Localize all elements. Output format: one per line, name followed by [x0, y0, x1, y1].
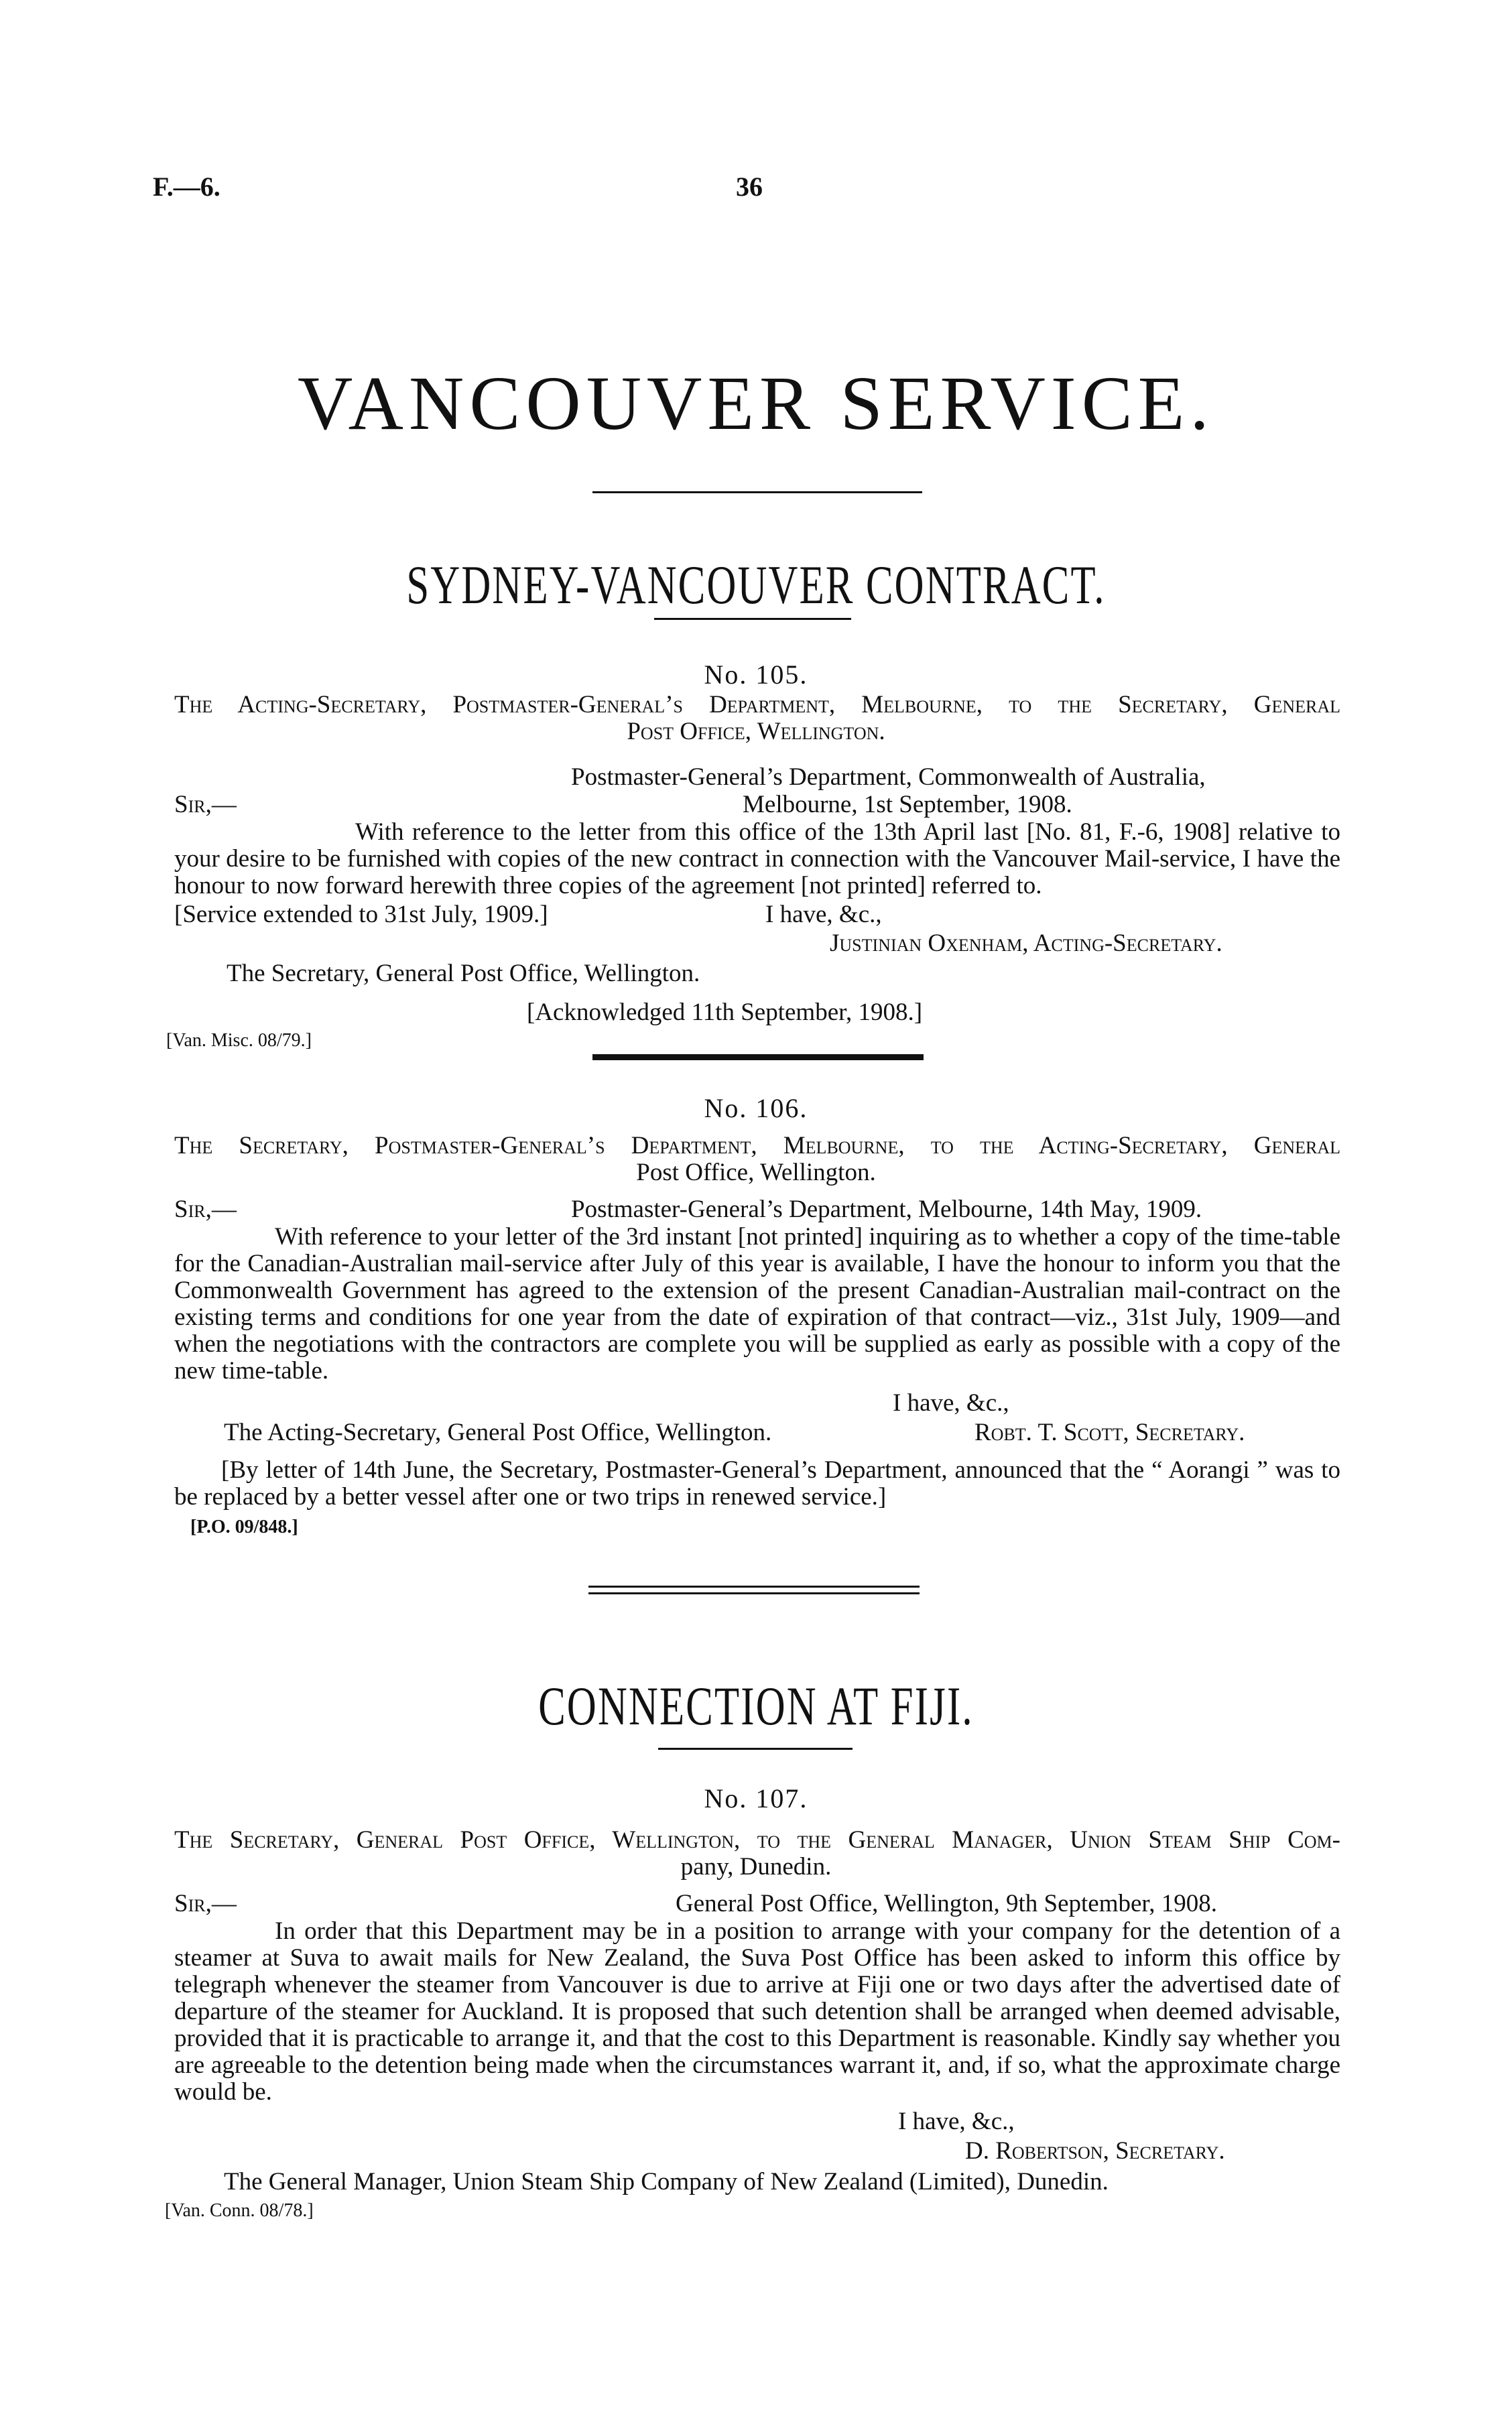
letter-106-number: No. 106.	[704, 1093, 808, 1123]
letter-105-signature: Justinian Oxenham, Acting-Secretary.	[830, 930, 1222, 957]
letter-106-signature: Robt. T. Scott, Secretary.	[974, 1419, 1245, 1446]
divider-rule	[588, 1586, 920, 1588]
letter-107-number: No. 107.	[704, 1783, 808, 1813]
letter-106-file-reference: [P.O. 09/848.]	[190, 1517, 298, 1537]
letter-106-heading-cont: Post Office, Wellington.	[636, 1159, 876, 1186]
letter-107-heading-cont: pany, Dunedin.	[680, 1853, 832, 1881]
letter-105-number: No. 105.	[704, 659, 808, 690]
thick-divider	[592, 1054, 924, 1060]
letter-107-closing: I have, &c.,	[898, 2108, 1015, 2135]
letter-105-file-reference: [Van. Misc. 08/79.]	[166, 1030, 312, 1051]
letter-106-address: Postmaster-General’s Department, Melbourne, 14th May, 1909.	[571, 1196, 1202, 1223]
letter-107-recipient: The General Manager, Union Steam Ship Company of New Zealand (Limited), Dunedin.	[224, 2168, 1109, 2195]
letter-107-salutation: Sir,—	[174, 1890, 237, 1917]
letter-105-closing: I have, &c.,	[765, 901, 882, 928]
page-number: 36	[736, 172, 763, 202]
letter-105-body: With reference to the letter from this office of the 13th April last [No. 81, F.-6, 1908] relative to your desire to be furnished with copies of the new contract in connection with the Vancouver Mail-service, I have the honour to now forward herewith three copies of the agreement [not printed] referred to.	[174, 818, 1340, 899]
letter-105-date: Melbourne, 1st September, 1908.	[743, 791, 1072, 818]
letter-105-recipient: The Secretary, General Post Office, Wellington.	[227, 960, 700, 987]
letter-105-heading: The Acting-Secretary, Postmaster-General’s Department, Melbourne, to the Secretary, General	[174, 691, 1340, 718]
letter-106-body: With reference to your letter of the 3rd instant [not printed] inquiring as to whether a copy of the time-table for the Canadian-Australian mail-service after July of this year is available, I have the honour to inform you that the Commonwealth Government has agreed to the extension of the present Canadian-Australian mail-contract on the existing terms and conditions for one year from the date of expiration of that contract—viz., 31st July, 1909—and when the negotiations with the contractors are complete you will be supplied as early as possible with a copy of the new time-table.	[174, 1223, 1340, 1385]
letter-105-acknowledged: [Acknowledged 11th September, 1908.]	[527, 999, 923, 1026]
main-title: VANCOUVER SERVICE.	[298, 361, 1214, 446]
letter-105-note: [Service extended to 31st July, 1909.]	[174, 901, 548, 928]
letter-107-heading: The Secretary, General Post Office, Wellington, to the General Manager, Union Steam Ship Com-	[174, 1826, 1340, 1854]
letter-106-heading: The Secretary, Postmaster-General’s Department, Melbourne, to the Acting-Secretary, General	[174, 1132, 1340, 1159]
letter-105-address: Postmaster-General’s Department, Commonwealth of Australia,	[571, 763, 1206, 791]
letter-105-salutation: Sir,—	[174, 791, 237, 818]
letter-106-closing: I have, &c.,	[893, 1389, 1009, 1417]
letter-106-salutation: Sir,—	[174, 1196, 237, 1223]
divider-rule	[658, 1748, 853, 1750]
letter-105-heading-cont: Post Office, Wellington.	[627, 718, 885, 745]
document-reference: F.—6.	[153, 172, 220, 202]
letter-106-note: [By letter of 14th June, the Secretary, Postmaster-General’s Department, announced that the “ Aorangi ” was to be replaced by a better vessel after one or two trips in renewed service.]	[174, 1456, 1340, 1511]
letter-107-address: General Post Office, Wellington, 9th September, 1908.	[676, 1890, 1218, 1917]
divider-rule	[654, 618, 851, 620]
sub-title: SYDNEY-VANCOUVER CONTRACT.	[406, 554, 1106, 615]
section-title: CONNECTION AT FIJI.	[538, 1675, 974, 1736]
letter-106-recipient: The Acting-Secretary, General Post Office, Wellington.	[224, 1419, 772, 1446]
divider-rule	[588, 1592, 920, 1594]
divider-rule	[592, 491, 922, 493]
letter-107-body: In order that this Department may be in a position to arrange with your company for the detention of a steamer at Suva to await mails for New Zealand, the Suva Post Office has been asked to inform this office by telegraph whenever the steamer from Vancouver is due to arrive at Fiji one or two days after the advertised date of departure of the steamer for Auckland. It is proposed that such detention shall be arranged when deemed advisable, provided that it is practicable to arrange it, and that the cost to this Department is reasonable. Kindly say whether you are agreeable to the detention being made when the circumstances warrant it, and, if so, what the approximate charge would be.	[174, 1917, 1340, 2106]
letter-107-signature: D. Robertson, Secretary.	[965, 2137, 1225, 2165]
letter-107-file-reference: [Van. Conn. 08/78.]	[165, 2200, 314, 2221]
